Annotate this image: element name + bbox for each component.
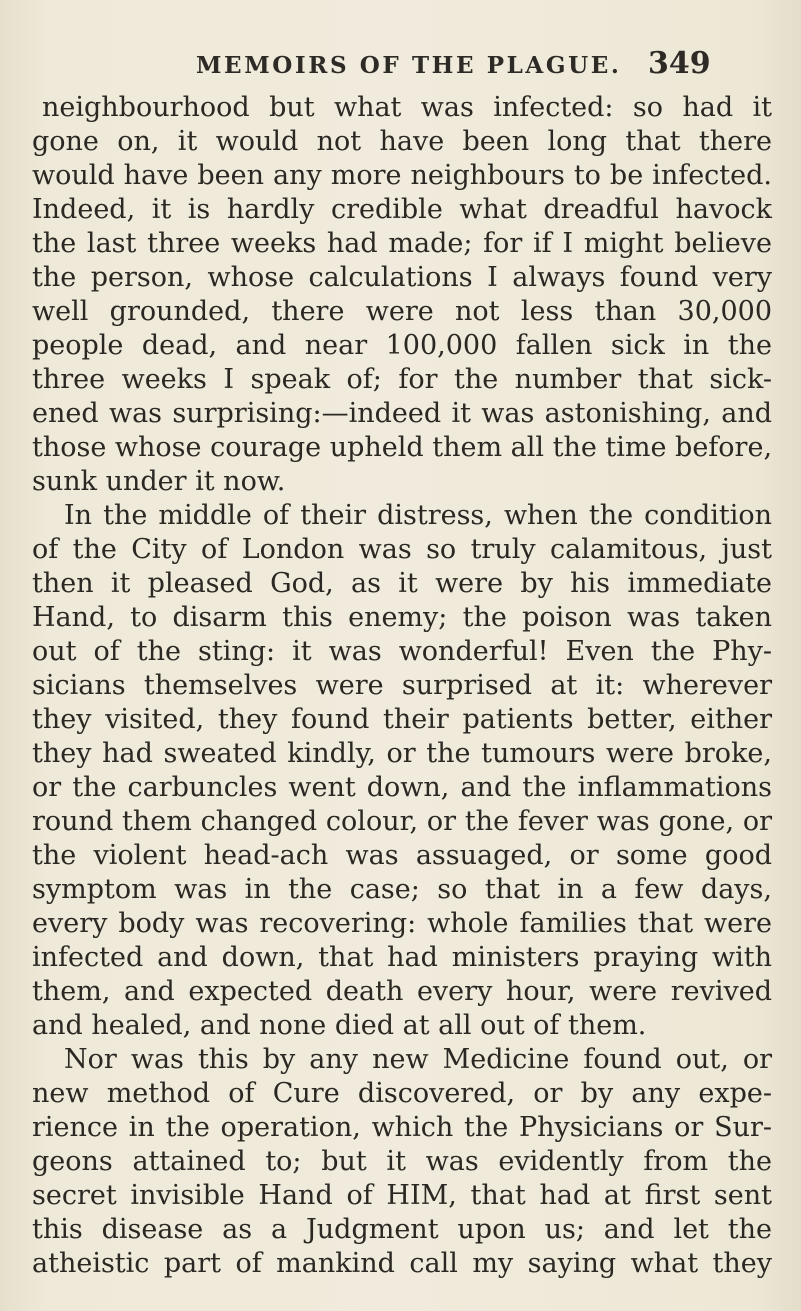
text-line: this disease as a Judgment upon us; and let the <box>32 1214 772 1245</box>
text-line: new method of Cure discovered, or by any expe- <box>32 1078 772 1109</box>
text-line: and healed, and none died at all out of them. <box>32 1010 647 1041</box>
text-line: symptom was in the case; so that in a few days, <box>32 874 772 905</box>
text-line: them, and expected death every hour, were revived <box>32 976 772 1007</box>
text-line: infected and down, that had ministers praying with <box>32 942 772 973</box>
text-line: geons attained to; but it was evidently from the <box>32 1146 772 1177</box>
text-line: neighbourhood but what was infected: so had it <box>42 92 772 123</box>
text-line: out of the sting: it was wonderful! Even the Phy- <box>32 636 772 667</box>
text-line: sicians themselves were surprised at it: wherever <box>32 670 772 701</box>
text-line: they visited, they found their patients better, either <box>32 704 772 735</box>
text-line: or the carbuncles went down, and the inflammations <box>32 772 772 803</box>
page-number: 349 <box>648 46 711 81</box>
text-line: would have been any more neighbours to be infected. <box>32 160 772 191</box>
text-line: sunk under it now. <box>32 466 286 497</box>
text-line: well grounded, there were not less than 30,000 <box>32 296 772 327</box>
text-line: then it pleased God, as it were by his immediate <box>32 568 772 599</box>
running-head <box>0 48 801 88</box>
text-line: In the middle of their distress, when the condition <box>64 500 772 531</box>
text-line: the last three weeks had made; for if I might believe <box>32 228 772 259</box>
text-line: ened was surprising:—indeed it was astonishing, and <box>32 398 772 429</box>
text-line: those whose courage upheld them all the time before, <box>32 432 773 463</box>
text-line: rience in the operation, which the Physicians or Sur- <box>32 1112 772 1143</box>
text-line: of the City of London was so truly calamitous, just <box>32 534 772 565</box>
text-line: Indeed, it is hardly credible what dreadful havock <box>32 194 772 225</box>
text-line: Nor was this by any new Medicine found out, or <box>64 1044 772 1075</box>
text-line: atheistic part of mankind call my saying what they <box>32 1248 772 1279</box>
running-head-title: MEMOIRS OF THE PLAGUE. <box>196 52 622 79</box>
text-line: three weeks I speak of; for the number that sick- <box>32 364 772 395</box>
text-line: Hand, to disarm this enemy; the poison was taken <box>32 602 772 633</box>
text-line: round them changed colour, or the fever was gone, or <box>32 806 772 837</box>
text-line: people dead, and near 100,000 fallen sick in the <box>32 330 772 361</box>
text-line: gone on, it would not have been long that there <box>32 126 772 157</box>
text-line: the person, whose calculations I always found very <box>32 262 772 293</box>
text-line: every body was recovering: whole families that were <box>32 908 772 939</box>
text-line: they had sweated kindly, or the tumours were broke, <box>32 738 772 769</box>
text-line: the violent head-ach was assuaged, or some good <box>32 840 772 871</box>
text-line: secret invisible Hand of HIM, that had at first sent <box>32 1180 772 1211</box>
